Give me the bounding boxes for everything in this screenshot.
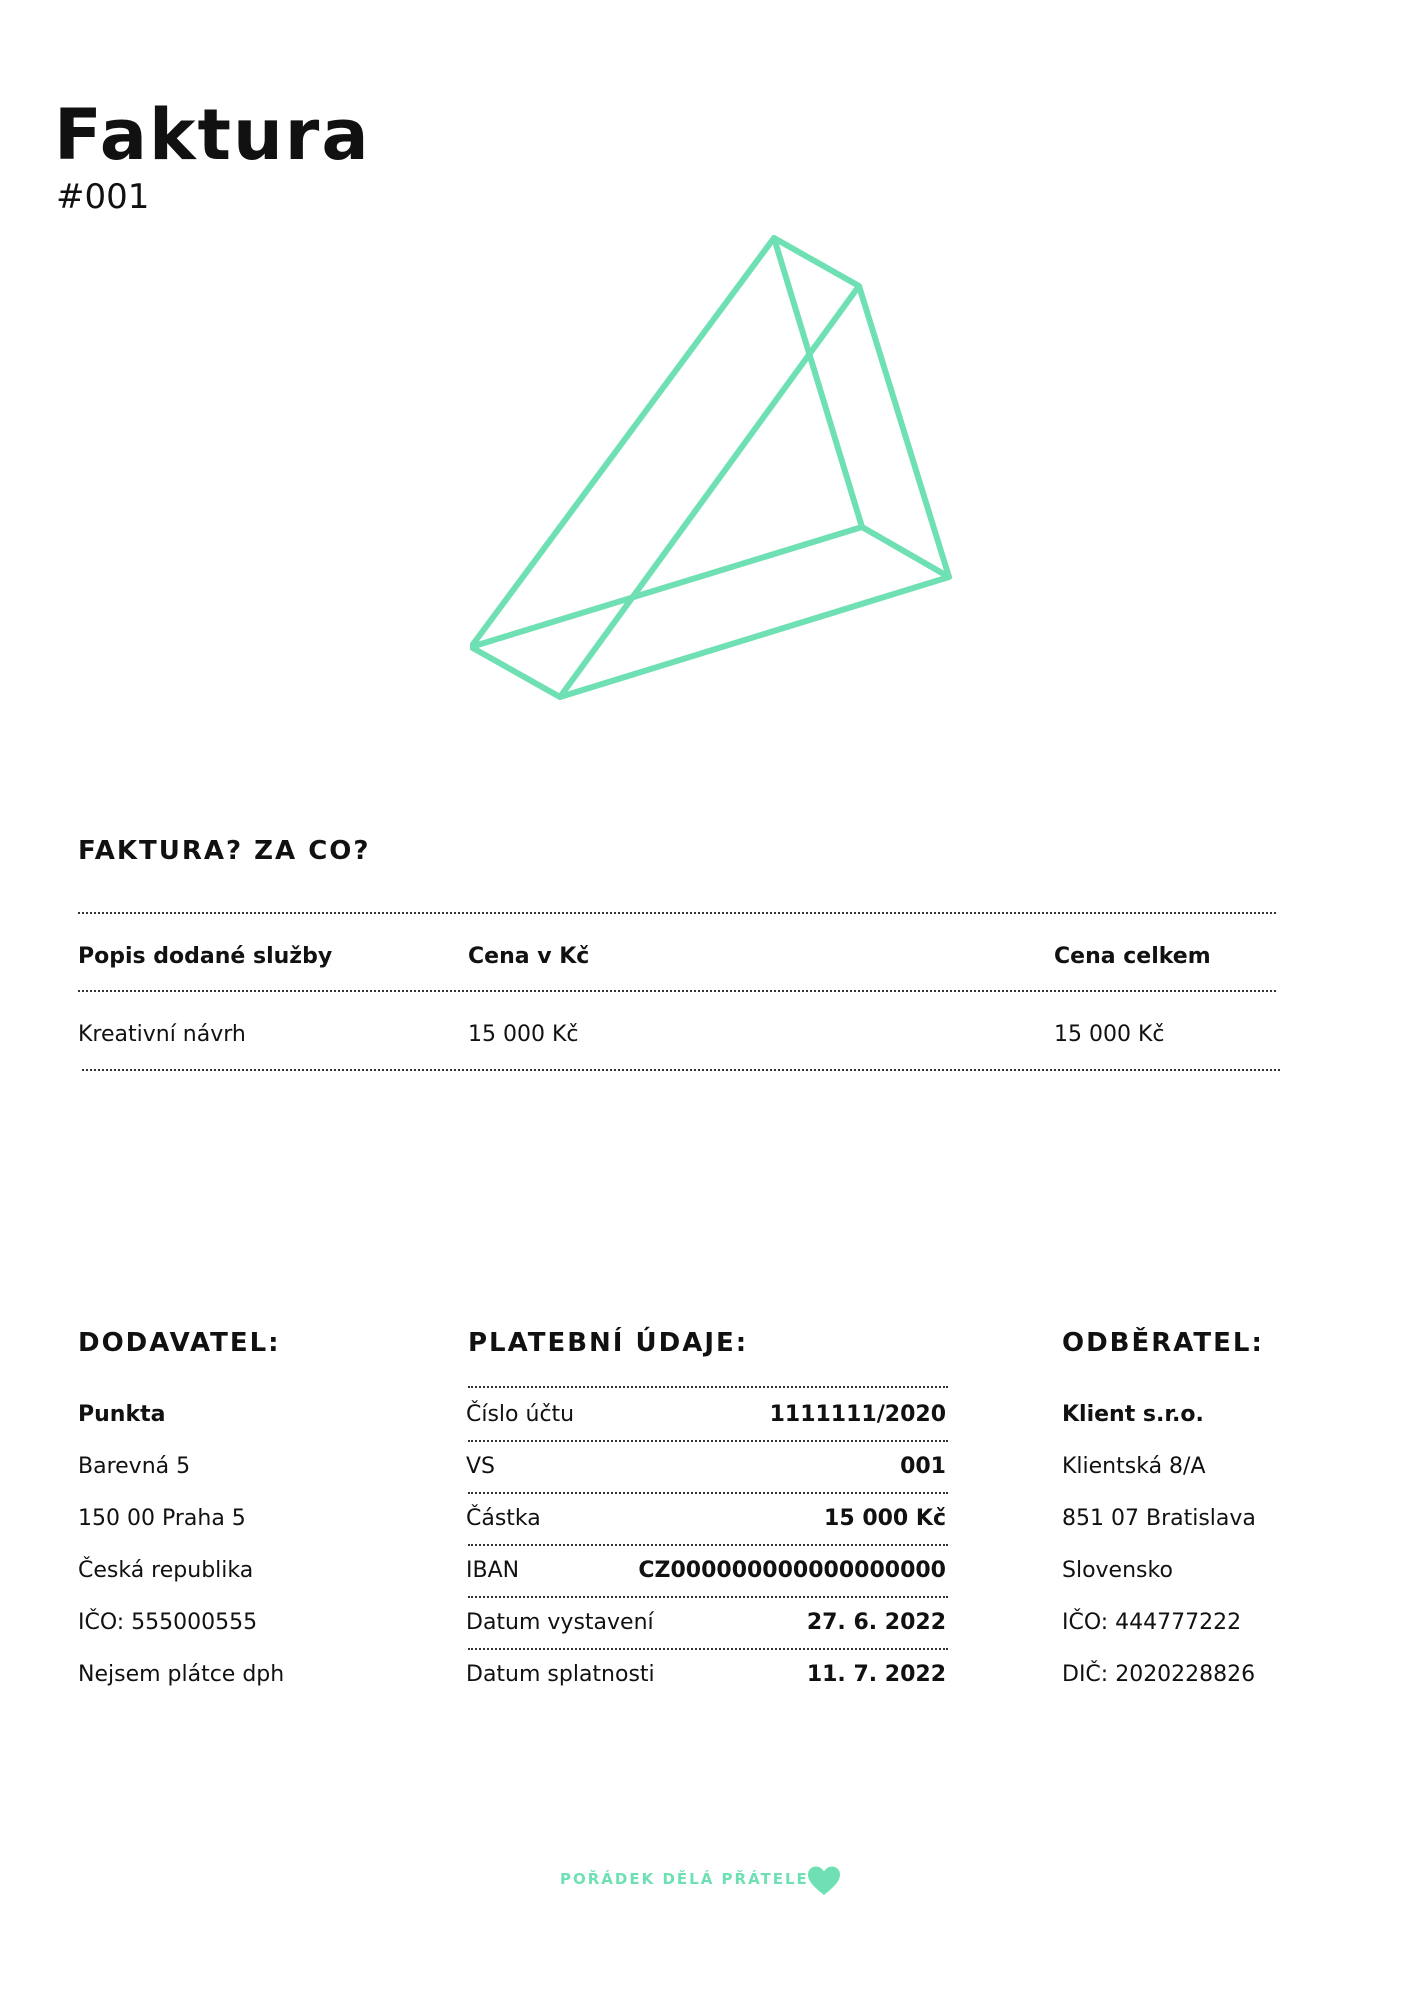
divider: [78, 990, 1276, 992]
customer-heading: ODBĚRATEL:: [1062, 1328, 1264, 1358]
payment-row-account: [466, 1404, 946, 1430]
payment-row-iban: [466, 1560, 946, 1586]
customer-country: Slovensko: [1062, 1558, 1173, 1583]
divider: [468, 1386, 948, 1388]
payment-label: Částka: [466, 1506, 541, 1531]
supplier-country: Česká republika: [78, 1558, 254, 1583]
customer-street: Klientská 8/A: [1062, 1454, 1206, 1479]
supplier-vat-note: Nejsem plátce dph: [78, 1662, 285, 1687]
supplier-ico: IČO: 555000555: [78, 1610, 258, 1635]
invoice-number: #001: [56, 177, 150, 217]
payment-row-amount: [466, 1508, 946, 1534]
payment-row-issue-date: [466, 1612, 946, 1638]
divider: [468, 1648, 948, 1650]
payment-value: 1111111/2020: [769, 1402, 946, 1427]
payment-row-vs: [466, 1456, 946, 1482]
payment-value: 001: [900, 1454, 946, 1479]
customer-city: 851 07 Bratislava: [1062, 1506, 1256, 1531]
payment-value: CZ000000000000000000: [638, 1558, 946, 1583]
payment-label: Číslo účtu: [466, 1402, 575, 1427]
column-header-price: Cena v Kč: [468, 944, 590, 969]
service-description: Kreativní návrh: [78, 1022, 246, 1047]
divider: [468, 1596, 948, 1598]
customer-name: Klient s.r.o.: [1062, 1402, 1204, 1427]
divider: [82, 1069, 1280, 1071]
payment-value: 27. 6. 2022: [806, 1610, 946, 1635]
divider: [468, 1440, 948, 1442]
supplier-city: 150 00 Praha 5: [78, 1506, 246, 1531]
column-header-total: Cena celkem: [1054, 944, 1211, 969]
supplier-name: Punkta: [78, 1402, 166, 1427]
service-total: 15 000 Kč: [1054, 1022, 1165, 1047]
invoice-title: Faktura: [54, 94, 371, 176]
supplier-street: Barevná 5: [78, 1454, 191, 1479]
wireframe-prism-icon: [470, 232, 970, 712]
supplier-heading: DODAVATEL:: [78, 1328, 281, 1358]
column-header-description: Popis dodané služby: [78, 944, 333, 969]
payment-value: 11. 7. 2022: [806, 1662, 946, 1687]
payment-label: VS: [466, 1454, 496, 1479]
payment-label: Datum vystavení: [466, 1610, 654, 1635]
divider: [468, 1492, 948, 1494]
payment-label: Datum splatnosti: [466, 1662, 655, 1687]
customer-ico: IČO: 444777222: [1062, 1610, 1242, 1635]
divider: [78, 912, 1276, 914]
payment-heading: PLATEBNÍ ÚDAJE:: [468, 1328, 749, 1358]
heart-icon: [808, 1866, 840, 1896]
payment-label: IBAN: [466, 1558, 520, 1583]
services-heading: FAKTURA? ZA CO?: [78, 836, 371, 866]
payment-row-due-date: [466, 1664, 946, 1690]
footer-slogan: POŘÁDEK DĚLÁ PŘÁTELE: [560, 1870, 809, 1888]
payment-value: 15 000 Kč: [824, 1506, 946, 1531]
service-price: 15 000 Kč: [468, 1022, 579, 1047]
customer-dic: DIČ: 2020228826: [1062, 1662, 1256, 1687]
divider: [468, 1544, 948, 1546]
